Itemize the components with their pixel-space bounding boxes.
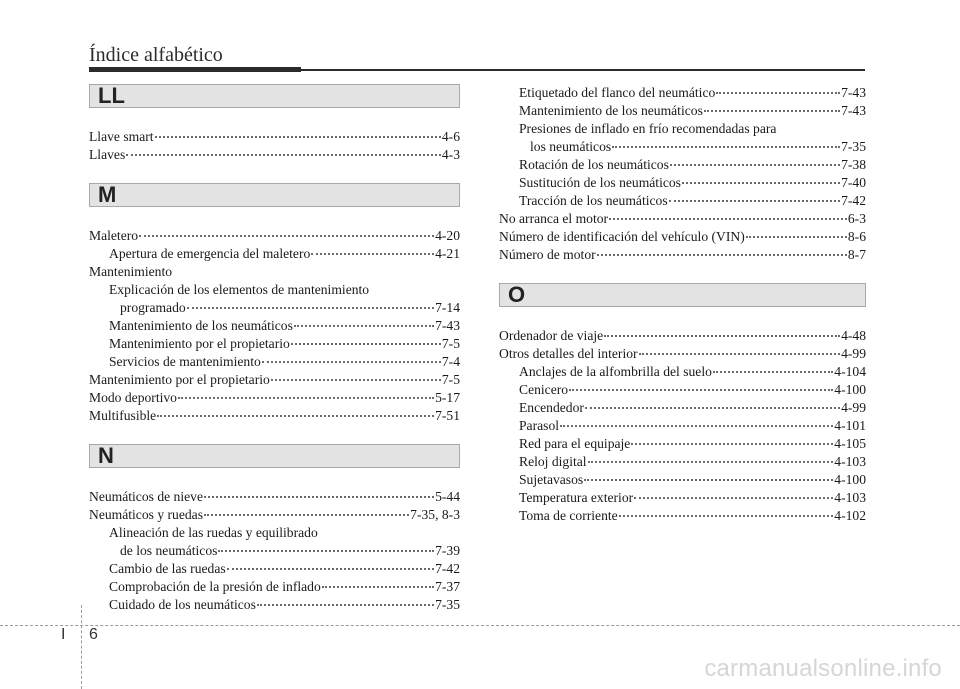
index-entry: Mantenimiento (89, 264, 173, 279)
index-subentry: Sujetavasos 4-100 (519, 472, 866, 487)
index-subentry-continued: los neumáticos 7-35 (530, 139, 866, 154)
index-entry: Número de motor 8-7 (499, 247, 866, 262)
index-entry: Llave smart 4-6 (89, 129, 460, 144)
index-subentry: Mantenimiento por el propietario 7-5 (109, 336, 460, 351)
index-subentry: Alineación de las ruedas y equilibrado (109, 525, 318, 540)
index-entry: Llaves 4-3 (89, 147, 460, 162)
footer-crop-line-horizontal (0, 625, 960, 626)
index-entry: Neumáticos y ruedas 7-35, 8-3 (89, 507, 460, 522)
index-subentry: Tracción de los neumáticos 7-42 (519, 193, 866, 208)
index-entry: Multifusible 7-51 (89, 408, 460, 423)
index-entry: Otros detalles del interior 4-99 (499, 346, 866, 361)
index-subentry-continued: programado 7-14 (120, 300, 460, 315)
index-subentry: Parasol 4-101 (519, 418, 866, 433)
index-subentry: Comprobación de la presión de inflado 7-37 (109, 579, 460, 594)
index-subentry: Anclajes de la alfombrilla del suelo 4-104 (519, 364, 866, 379)
watermark: carmanualsonline.info (704, 655, 942, 682)
index-subentry: Cenicero 4-100 (519, 382, 866, 397)
header-rule-thick (89, 67, 301, 72)
footer-page-number: 6 (89, 626, 98, 643)
index-subentry: Red para el equipaje 4-105 (519, 436, 866, 451)
header-rule-thin (301, 69, 865, 71)
index-subentry: Mantenimiento de los neumáticos 7-43 (519, 103, 866, 118)
index-subentry: Presiones de inflado en frío recomendadas para (519, 121, 777, 136)
section-letter: M (98, 182, 117, 207)
index-entry: Mantenimiento por el propietario 7-5 (89, 372, 460, 387)
footer-section-letter: I (61, 626, 66, 643)
index-subentry: Sustitución de los neumáticos 7-40 (519, 175, 866, 190)
index-entry: Ordenador de viaje 4-48 (499, 328, 866, 343)
section-header-o (499, 283, 866, 307)
index-subentry: Encendedor 4-99 (519, 400, 866, 415)
index-subentry: Servicios de mantenimiento 7-4 (109, 354, 460, 369)
index-subentry: Temperatura exterior 4-103 (519, 490, 866, 505)
footer-crop-line-vertical (81, 605, 82, 689)
index-entry: Maletero 4-20 (89, 228, 460, 243)
index-subentry: Mantenimiento de los neumáticos 7-43 (109, 318, 460, 333)
index-column-left (89, 84, 460, 614)
index-subentry: Rotación de los neumáticos 7-38 (519, 157, 866, 172)
index-subentry: Reloj digital 4-103 (519, 454, 866, 469)
section-header-ll (89, 84, 460, 108)
index-subentry: Cambio de las ruedas 7-42 (109, 561, 460, 576)
index-entry: Neumáticos de nieve 5-44 (89, 489, 460, 504)
index-entry: No arranca el motor 6-3 (499, 211, 866, 226)
index-subentry: Etiquetado del flanco del neumático 7-43 (519, 85, 866, 100)
index-entry: Número de identificación del vehículo (VIN) 8-6 (499, 229, 866, 244)
index-subentry: Toma de corriente 4-102 (519, 508, 866, 523)
section-letter: N (98, 443, 114, 468)
section-letter: LL (98, 83, 125, 108)
section-letter: O (508, 282, 526, 307)
index-column-right (499, 84, 866, 525)
index-entry: Modo deportivo 5-17 (89, 390, 460, 405)
index-subentry-continued: de los neumáticos 7-39 (120, 543, 460, 558)
section-header-m (89, 183, 460, 207)
index-subentry: Apertura de emergencia del maletero 4-21 (109, 246, 460, 261)
index-subentry: Explicación de los elementos de mantenimiento (109, 282, 370, 297)
page-title: Índice alfabético (89, 44, 223, 66)
index-subentry: Cuidado de los neumáticos 7-35 (109, 597, 460, 612)
section-header-n (89, 444, 460, 468)
